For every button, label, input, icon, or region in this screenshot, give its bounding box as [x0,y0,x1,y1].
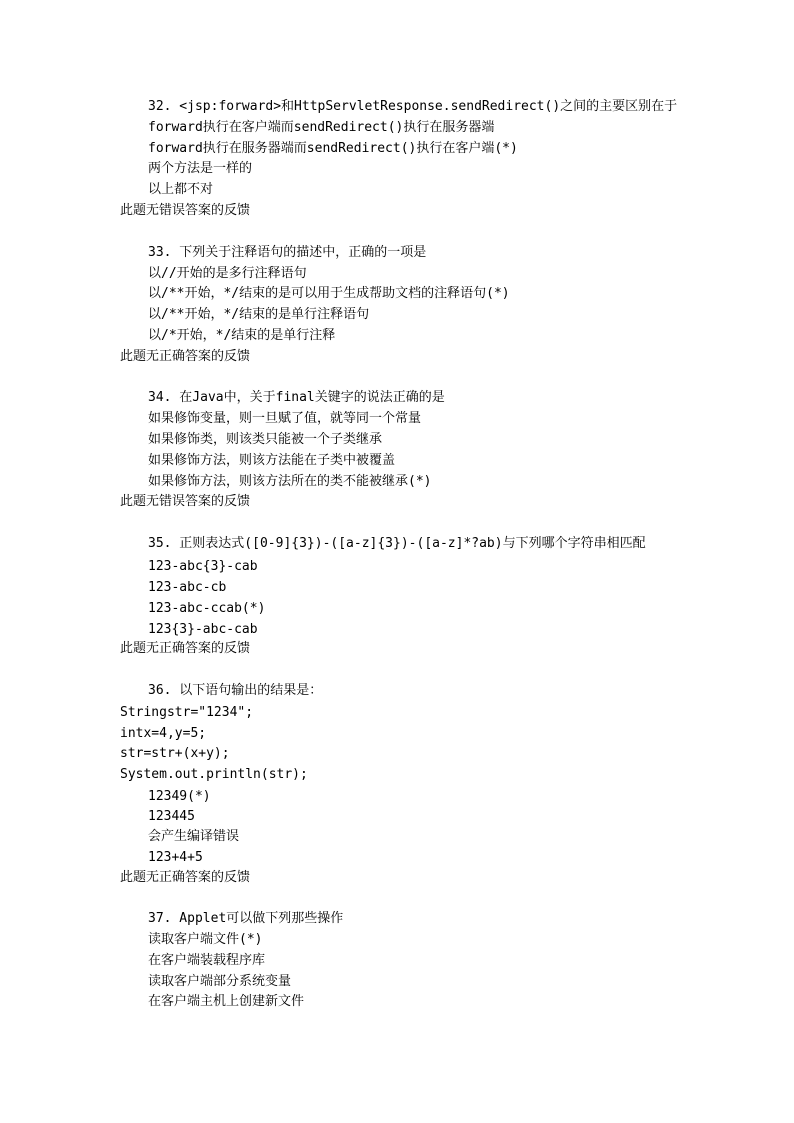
question-title: 32. <jsp:forward>和HttpServletResponse.sendRedirect()之间的主要区别在于 [148,99,678,114]
option-b: 123445 [148,809,195,824]
feedback-text: 此题无正确答案的反馈 [120,349,251,364]
option-c: 读取客户端部分系统变量 [148,974,292,989]
code-line: str=str+(x+y); [120,746,230,761]
option-d: 以上都不对 [148,182,214,197]
option-b: forward执行在服务器端而sendRedirect()执行在客户端(*) [148,141,518,156]
option-a: 读取客户端文件(*) [148,932,263,947]
option-a: 123-abc{3}-cab [148,559,258,574]
option-c: 以/**开始，*/结束的是单行注释语句 [148,307,370,322]
option-c: 123-abc-ccab(*) [148,601,266,616]
code-line: System.out.println(str); [120,767,308,782]
option-a: 以//开始的是多行注释语句 [148,266,307,281]
question-title: 36. 以下语句输出的结果是： [148,683,323,698]
feedback-text: 此题无正确答案的反馈 [120,641,251,656]
code-line: intx=4,y=5; [120,726,207,741]
option-b: 在客户端装载程序库 [148,953,266,968]
option-a: 如果修饰变量，则一旦赋了值，就等同一个常量 [148,411,422,426]
option-d: 123+4+5 [148,850,203,865]
option-a: forward执行在客户端而sendRedirect()执行在服务器端 [148,120,495,135]
option-d: 123{3}-abc-cab [148,622,258,637]
option-d: 在客户端主机上创建新文件 [148,994,305,1009]
option-a: 12349(*) [148,789,211,804]
option-c: 如果修饰方法，则该方法能在子类中被覆盖 [148,453,396,468]
feedback-text: 此题无正确答案的反馈 [120,870,251,885]
option-b: 123-abc-cb [148,580,227,595]
question-title: 37. Applet可以做下列那些操作 [148,911,344,926]
option-c: 会产生编译错误 [148,829,240,844]
option-c: 两个方法是一样的 [148,161,253,176]
question-title: 34. 在Java中，关于final关键字的说法正确的是 [148,390,445,405]
option-d: 以/*开始，*/结束的是单行注释 [148,328,336,343]
code-line: Stringstr="1234"; [120,705,254,720]
option-d: 如果修饰方法，则该方法所在的类不能被继承(*) [148,474,432,489]
option-b: 如果修饰类，则该类只能被一个子类继承 [148,432,383,447]
question-title: 35. 正则表达式([0-9]{3})-([a-z]{3})-([a-z]*?ab)与下列哪个字符串相匹配 [148,536,646,551]
option-b: 以/**开始，*/结束的是可以用于生成帮助文档的注释语句(*) [148,286,510,301]
feedback-text: 此题无错误答案的反馈 [120,494,251,509]
feedback-text: 此题无错误答案的反馈 [120,203,251,218]
question-title: 33. 下列关于注释语句的描述中，正确的一项是 [148,245,427,260]
